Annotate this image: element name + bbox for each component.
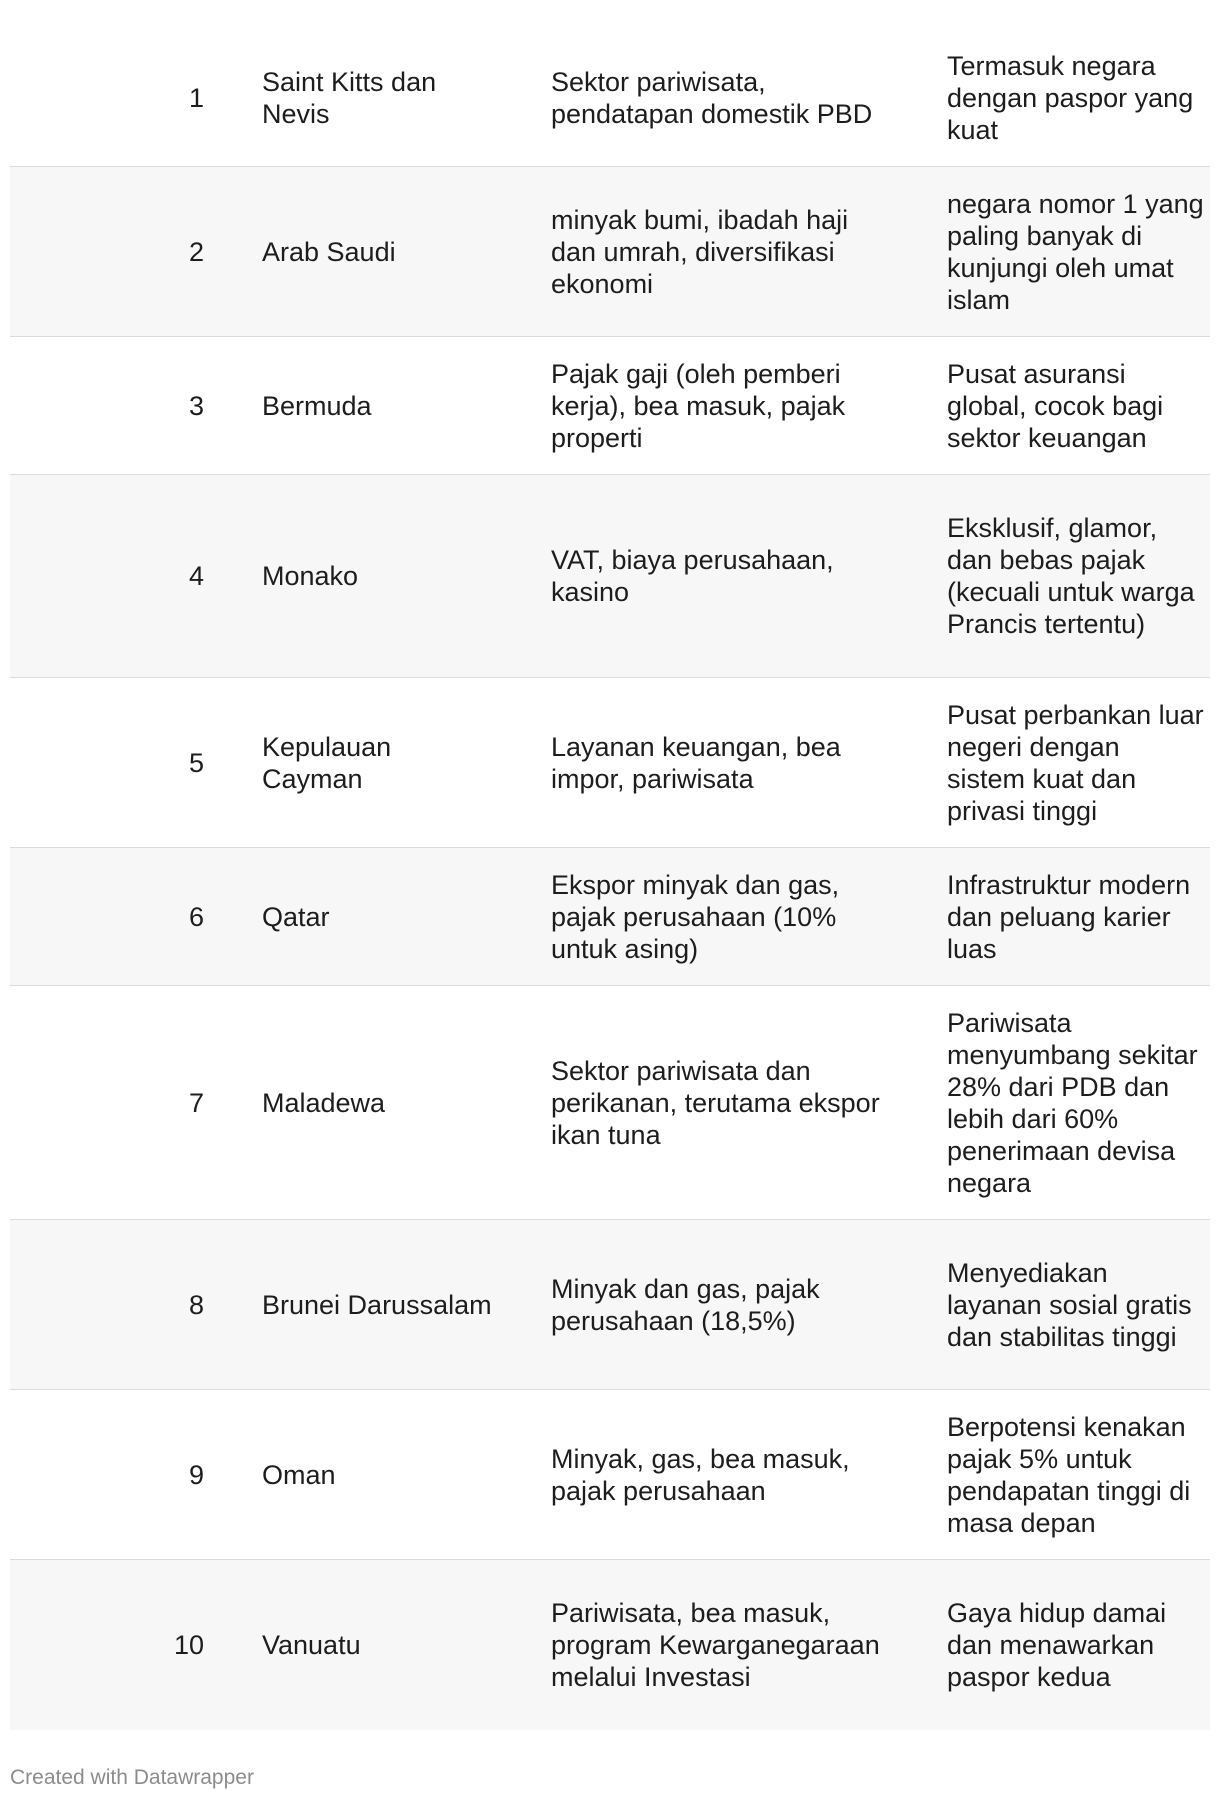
- table-row: [10, 1220, 1210, 1390]
- country-cell: Vanuatu: [262, 1630, 361, 1660]
- note-cell: Pariwisata menyumbang sekitar 28% dari PDB dan lebih dari 60% penerimaan devisa negara: [947, 1007, 1198, 1198]
- country-cell: Maladewa: [262, 1087, 386, 1118]
- rank-cell: 6: [188, 901, 204, 932]
- datawrapper-credit: Created with Datawrapper: [10, 1766, 254, 1789]
- note-cell: Berpotensi kenakan pajak 5% untuk pendapatan tinggi di masa depan: [947, 1411, 1191, 1538]
- income-source-cell: Sektor pariwisata dan perikanan, terutama ekspor ikan tuna: [551, 1055, 880, 1150]
- table-row: [10, 678, 1210, 848]
- table-row: [10, 1560, 1210, 1730]
- table-row: [10, 986, 1210, 1220]
- rank-cell: 8: [188, 1289, 204, 1320]
- income-source-cell: Ekspor minyak dan gas, pajak perusahaan (10% untuk asing): [551, 869, 840, 964]
- table-row: [10, 475, 1210, 678]
- country-cell: Bermuda: [262, 390, 372, 421]
- country-cell: Saint Kitts dan Nevis: [262, 67, 437, 129]
- note-cell: Pusat asuransi global, cocok bagi sektor keuangan: [947, 358, 1164, 453]
- country-cell: Monako: [262, 561, 359, 591]
- rank-cell: 7: [188, 1087, 204, 1118]
- rank-cell: 2: [188, 236, 204, 267]
- rank-cell: 10: [173, 1630, 204, 1660]
- note-cell: Pusat perbankan luar negeri dengan sistem kuat dan privasi tinggi: [947, 699, 1204, 826]
- table-row: [10, 1390, 1210, 1560]
- table-row: [10, 30, 1210, 167]
- note-cell: Gaya hidup damai dan menawarkan paspor kedua: [947, 1598, 1167, 1692]
- income-source-cell: Pajak gaji (oleh pemberi kerja), bea masuk, pajak properti: [551, 358, 846, 453]
- note-cell: negara nomor 1 yang paling banyak di kunjungi oleh umat islam: [947, 188, 1204, 315]
- data-table: [10, 30, 1210, 1730]
- country-cell: Arab Saudi: [262, 236, 396, 267]
- rank-cell: 4: [188, 561, 204, 591]
- note-cell: Infrastruktur modern dan peluang karier luas: [947, 869, 1191, 964]
- table-row: [10, 848, 1210, 986]
- rank-cell: 1: [188, 83, 204, 113]
- country-cell: Oman: [262, 1459, 336, 1490]
- income-source-cell: Pariwisata, bea masuk, program Kewarganegaraan melalui Investasi: [551, 1598, 880, 1692]
- country-cell: Brunei Darussalam: [262, 1289, 492, 1320]
- income-source-cell: Layanan keuangan, bea impor, pariwisata: [551, 731, 841, 794]
- note-cell: Termasuk negara dengan paspor yang kuat: [947, 51, 1194, 145]
- income-source-cell: minyak bumi, ibadah haji dan umrah, diversifikasi ekonomi: [551, 204, 849, 299]
- country-cell: Kepulauan Cayman: [262, 731, 392, 794]
- income-source-cell: VAT, biaya perusahaan, kasino: [551, 545, 834, 607]
- table-row: [10, 337, 1210, 475]
- income-source-cell: Minyak, gas, bea masuk, pajak perusahaan: [551, 1443, 850, 1506]
- rank-cell: 3: [188, 390, 204, 421]
- income-source-cell: Minyak dan gas, pajak perusahaan (18,5%): [551, 1273, 820, 1336]
- table-row: [10, 167, 1210, 337]
- note-cell: Menyediakan layanan sosial gratis dan stabilitas tinggi: [947, 1257, 1192, 1352]
- rank-cell: 5: [188, 747, 204, 778]
- country-cell: Qatar: [262, 901, 330, 932]
- rank-cell: 9: [188, 1459, 204, 1490]
- income-source-cell: Sektor pariwisata, pendatapan domestik PBD: [551, 67, 873, 129]
- note-cell: Eksklusif, glamor, dan bebas pajak (kecuali untuk warga Prancis tertentu): [947, 513, 1195, 639]
